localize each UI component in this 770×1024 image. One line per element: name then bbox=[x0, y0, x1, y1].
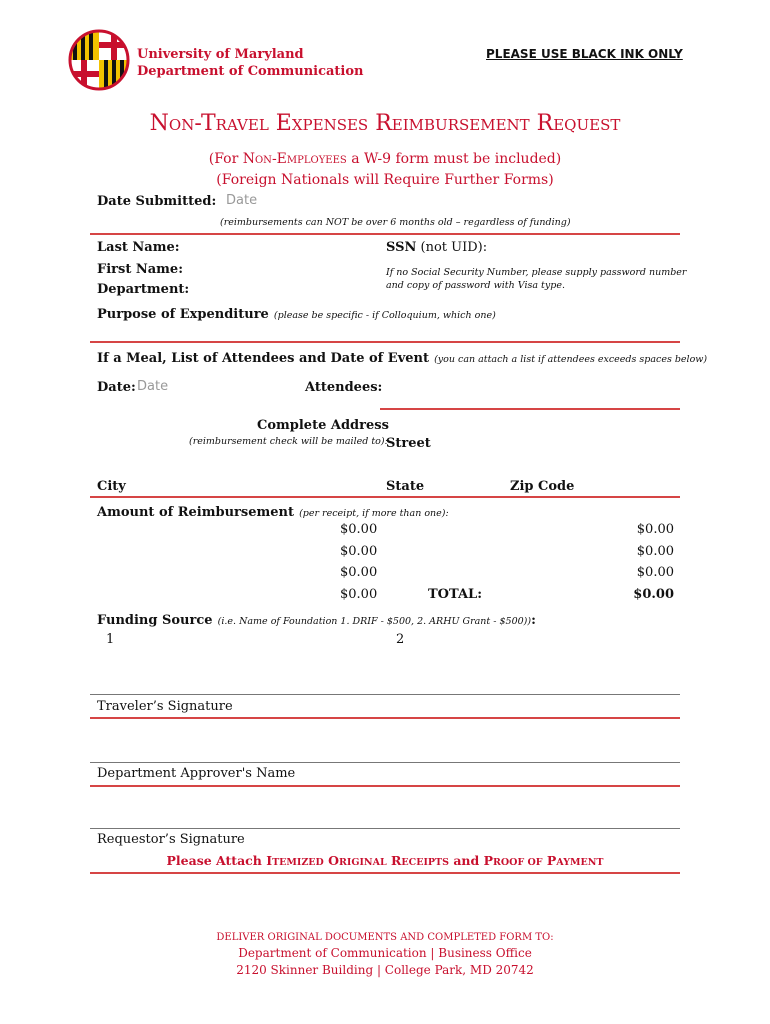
date-submitted-note: (reimbursements can NOT be over 6 months old – regardless of funding) bbox=[220, 217, 571, 228]
total-label: TOTAL: bbox=[428, 587, 482, 602]
approver-name-label: Department Approver's Name bbox=[97, 766, 296, 781]
meal-heading-note: (you can attach a list if attendees exceeds spaces below) bbox=[434, 354, 708, 365]
meal-heading: If a Meal, List of Attendees and Date of Event bbox=[97, 351, 429, 366]
ssn-label-text: SSN bbox=[386, 240, 417, 255]
meal-heading-row bbox=[97, 347, 707, 366]
purpose-row bbox=[97, 303, 496, 322]
footer-office: Department of Communication | Business Office bbox=[238, 946, 532, 960]
subtitle-foreign: (Foreign Nationals will Require Further Forms) bbox=[216, 172, 554, 188]
address-note: (reimbursement check will be mailed to): bbox=[189, 436, 388, 447]
purpose-note: (please be specific - if Colloquium, which one) bbox=[273, 310, 496, 321]
attach-part: RIGINAL bbox=[339, 857, 387, 868]
ssn-note-line1: If no Social Security Number, please supply password number bbox=[386, 267, 687, 278]
first-name-label: First Name: bbox=[97, 262, 183, 277]
requestor-signature-line[interactable] bbox=[90, 828, 680, 829]
black-ink-notice: PLEASE USE BLACK INK ONLY bbox=[486, 47, 683, 61]
city-label: City bbox=[97, 479, 126, 494]
title-part: XPENSES bbox=[291, 116, 369, 134]
funding-colon: : bbox=[531, 613, 536, 628]
amount-row bbox=[97, 501, 449, 520]
last-name-label: Last Name: bbox=[97, 240, 180, 255]
attendees-label: Attendees: bbox=[305, 380, 383, 395]
funding-slot-1[interactable]: 1 bbox=[106, 632, 115, 647]
amount-left-3[interactable]: $0.00 bbox=[340, 565, 378, 580]
title-part: ON bbox=[168, 116, 195, 134]
funding-label: Funding Source bbox=[97, 613, 213, 628]
amount-note: (per receipt, if more than one): bbox=[299, 508, 449, 519]
date-submitted-field[interactable]: Date bbox=[226, 193, 258, 208]
approver-name-line[interactable] bbox=[90, 762, 680, 763]
funding-slot-2[interactable]: 2 bbox=[396, 632, 405, 647]
attach-part: R bbox=[386, 853, 402, 868]
subtitle-part: (For N bbox=[208, 151, 255, 167]
title-part: - bbox=[194, 111, 201, 136]
org-line-department: Department of Communication bbox=[137, 64, 364, 79]
attach-part: O bbox=[323, 853, 340, 868]
attach-part: Please Attach I bbox=[166, 853, 273, 868]
ssn-note-line2: and copy of password with Visa type. bbox=[386, 280, 565, 291]
org-name-block bbox=[137, 46, 363, 80]
deliver-instructions: DELIVER ORIGINAL DOCUMENTS AND COMPLETED FORM TO: bbox=[216, 932, 554, 943]
meal-date-label: Date: bbox=[97, 380, 136, 395]
title-part: EIMBURSEMENT bbox=[391, 116, 530, 134]
ssn-label-suffix: (not UID): bbox=[416, 240, 488, 255]
amount-label: Amount of Reimbursement bbox=[97, 505, 294, 520]
amount-left-4[interactable]: $0.00 bbox=[340, 587, 378, 602]
section-divider bbox=[90, 785, 680, 787]
state-label: State bbox=[386, 479, 425, 494]
date-submitted-label: Date Submitted: bbox=[97, 194, 217, 209]
traveler-signature-line[interactable] bbox=[90, 694, 680, 695]
org-line-university: University of Maryland bbox=[137, 47, 304, 62]
attach-part: ECEIPTS bbox=[401, 857, 449, 868]
amount-right-3[interactable]: $0.00 bbox=[636, 565, 674, 580]
subtitle-part: MPLOYEES bbox=[286, 155, 347, 166]
attach-part: AYMENT bbox=[556, 857, 604, 868]
requestor-signature-label: Requestor’s Signature bbox=[97, 832, 245, 847]
attach-part: TEMIZED bbox=[272, 857, 324, 868]
department-label: Department: bbox=[97, 282, 190, 297]
section-divider bbox=[90, 341, 680, 343]
amount-right-2[interactable]: $0.00 bbox=[636, 544, 674, 559]
ssn-label bbox=[386, 240, 487, 255]
footer-address: 2120 Skinner Building | College Park, MD 20742 bbox=[236, 963, 534, 977]
meal-date-field[interactable]: Date bbox=[137, 379, 169, 394]
form-title bbox=[0, 111, 770, 136]
zip-code-label: Zip Code bbox=[510, 479, 575, 494]
title-part: EQUEST bbox=[553, 116, 621, 134]
section-divider bbox=[90, 496, 680, 498]
funding-note: (i.e. Name of Foundation 1. DRIF - $500, 2. ARHU Grant - $500)) bbox=[217, 616, 532, 627]
amount-left-2[interactable]: $0.00 bbox=[340, 544, 378, 559]
section-divider bbox=[90, 717, 680, 719]
title-part: E bbox=[275, 111, 292, 136]
complete-address-label: Complete Address bbox=[257, 418, 389, 433]
title-part: RAVEL bbox=[215, 116, 269, 134]
total-value: $0.00 bbox=[633, 587, 674, 602]
attach-part: ROOF OF bbox=[493, 857, 543, 868]
title-part: N bbox=[149, 111, 169, 136]
attendees-divider bbox=[380, 408, 680, 410]
amount-right-1[interactable]: $0.00 bbox=[636, 522, 674, 537]
funding-row bbox=[97, 609, 536, 628]
street-label: Street bbox=[386, 436, 431, 451]
attach-part: and P bbox=[448, 853, 493, 868]
subtitle-part: ON bbox=[254, 155, 272, 166]
subtitle-part: -E bbox=[271, 151, 287, 167]
subtitle-part: a W-9 form must be included) bbox=[346, 151, 562, 167]
attach-receipts-notice bbox=[0, 853, 770, 868]
section-divider bbox=[90, 872, 680, 874]
title-part: T bbox=[200, 111, 216, 136]
amount-left-1[interactable]: $0.00 bbox=[340, 522, 378, 537]
title-part: R bbox=[375, 111, 392, 136]
section-divider bbox=[90, 233, 680, 235]
title-part: R bbox=[536, 111, 554, 136]
purpose-label: Purpose of Expenditure bbox=[97, 307, 269, 322]
subtitle-w9 bbox=[0, 151, 770, 167]
attach-part: P bbox=[542, 853, 557, 868]
umd-logo bbox=[68, 29, 130, 91]
traveler-signature-label: Traveler’s Signature bbox=[97, 699, 233, 714]
